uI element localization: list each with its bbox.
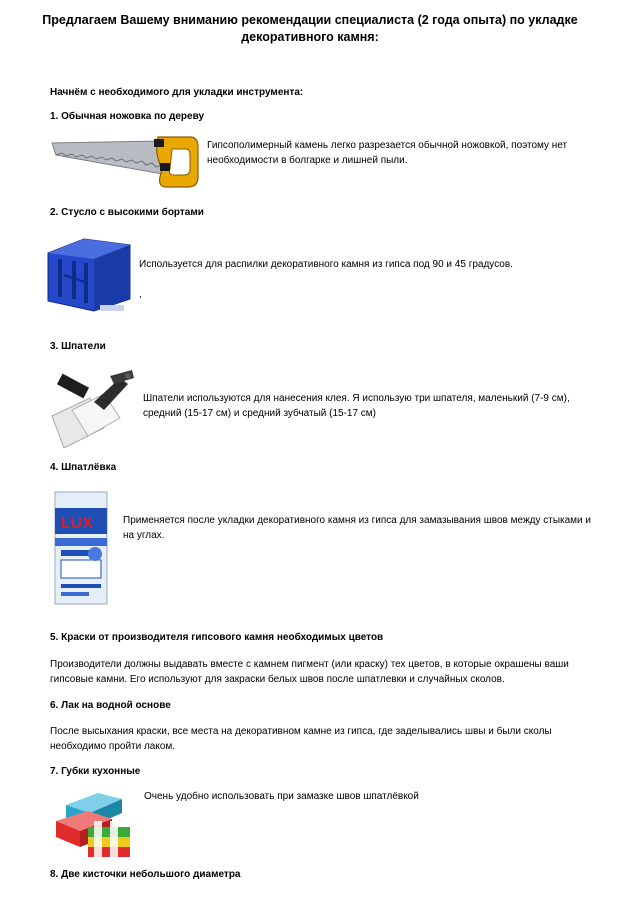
page-title: Предлагаем Вашему вниманию рекомендации специалиста (2 года опыта) по укладке декоративного камня: [42,13,578,44]
item-3-heading: 3. Шпатели [50,341,106,352]
miter-box-image [44,235,132,313]
item-2-extra: , [139,289,142,300]
item-1-heading: 1. Обычная ножовка по дереву [50,111,205,122]
item-6-heading: 6. Лак на водной основе [50,700,171,711]
item-5-text: Производители должны выдавать вместе с камнем пигмент (или краску) тех цветов, в которые окрашены ваши гипсовые камни. Его используют для закраски белых швов после шпатлевки и случайных сколов. [50,659,569,685]
intro-heading: Начнём с необходимого для укладки инструмента: [50,87,304,98]
item-5-heading: 5. Краски от производителя гипсового камня необходимых цветов [50,632,384,643]
item-7-heading: 7. Губки кухонные [50,766,141,777]
item-6-text: После высыхания краски, все места на декоративном камне из гипса, где заделывались швы и были сколы необходимо пройти лаком. [50,726,552,752]
kitchen-sponges-image [52,787,136,861]
putty-brand-logo: LUX [61,515,93,532]
spatulas-image [50,368,136,448]
item-8-heading: 8. Две кисточки небольшого диаметра [50,869,241,880]
item-7-text: Очень удобно использовать при замазке швов шпатлёвкой [144,791,419,802]
putty-bag-image [53,490,109,606]
item-1-text: Гипсополимерный камень легко разрезается обычной ножовкой, поэтому нет необходимости в болгарке и лишней пыли. [207,140,568,166]
item-2-heading: 2. Стусло с высокими бортами [50,207,204,218]
item-3-text: Шпатели используются для нанесения клея. Я использую три шпателя, маленький (7-9 см), средний (15-17 см) и средний зубчатый (15-17 см) [143,393,570,419]
hand-saw-image [50,133,200,189]
item-2-text: Используется для распилки декоративного камня из гипса под 90 и 45 градусов. [139,259,513,270]
item-4-heading: 4. Шпатлёвка [50,462,117,473]
item-4-text: Применяется после укладки декоративного камня из гипса для замазывания швов между стыками и на углах. [123,515,591,541]
